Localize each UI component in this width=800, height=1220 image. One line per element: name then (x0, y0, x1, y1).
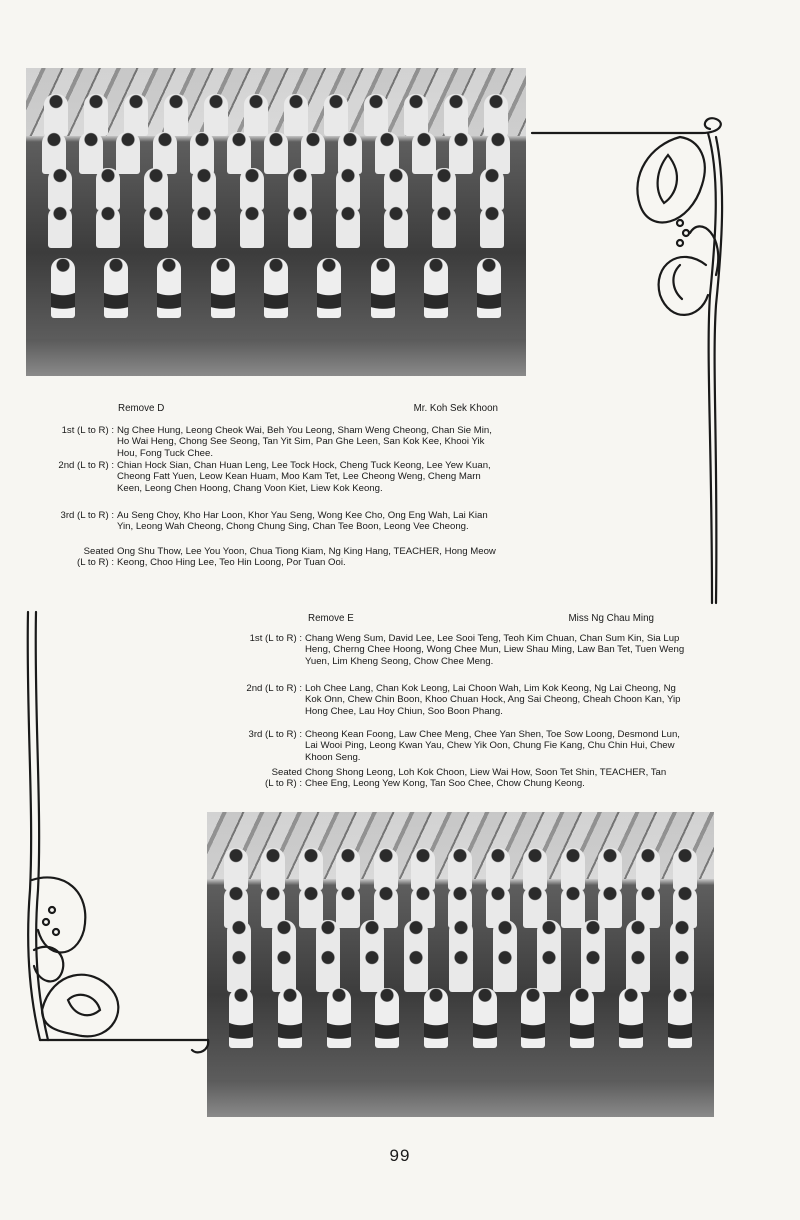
row-label: 1st (L to R) : (61, 425, 114, 436)
student-figure (240, 168, 264, 210)
row-names: Chang Weng Sum, David Lee, Lee Sooi Teng, Teoh Kim Chuan, Chan Sum Kin, Sia Lup Heng, Cherng Chee Hoong, Wong Chee Mun, Liew Shau Ming, Law Ban Tet, Tuen Weng Yuen, Lim Kheng Seong, Chow Chee Meng. (305, 633, 685, 667)
student-figure (432, 206, 456, 248)
row-label: Seated (L to R) : (77, 546, 114, 569)
student-figure (480, 168, 504, 210)
student-figure (444, 94, 468, 136)
student-figure (598, 848, 622, 890)
student-figure (336, 206, 360, 248)
student-figure (404, 950, 428, 992)
student-figure (673, 848, 697, 890)
photo-row (36, 206, 516, 248)
student-figure (375, 988, 399, 1048)
floral-ornament-top-right (530, 115, 730, 610)
photo-row-seated (36, 258, 516, 318)
student-figure (570, 988, 594, 1048)
photo-floor (26, 339, 526, 376)
student-figure (84, 94, 108, 136)
row-caption (40, 460, 501, 494)
class-name-remove-d: Remove D (118, 403, 165, 414)
photo-row (217, 848, 704, 890)
student-figure (104, 258, 128, 318)
student-figure (144, 206, 168, 248)
student-figure (411, 848, 435, 890)
student-figure (473, 988, 497, 1048)
student-figure (670, 950, 694, 992)
student-figure (299, 848, 323, 890)
student-figure (204, 94, 228, 136)
row-label: 2nd (L to R) : (246, 683, 302, 694)
photo-row (36, 94, 516, 136)
photo-row (217, 950, 704, 992)
photo-floor (207, 1080, 714, 1117)
student-figure (537, 950, 561, 992)
class-name-remove-e: Remove E (308, 613, 354, 624)
student-figure (244, 94, 268, 136)
student-figure (636, 848, 660, 890)
student-figure (626, 950, 650, 992)
student-figure (432, 168, 456, 210)
row-names: Ong Shu Thow, Lee You Yoon, Chua Tiong Kiam, Ng King Hang, TEACHER, Hong Meow Keong, Choo Hing Lee, Teo Hin Loong, Por Tuan Ooi. (117, 546, 496, 569)
student-figure (264, 258, 288, 318)
student-figure (327, 988, 351, 1048)
student-figure (96, 168, 120, 210)
student-figure (360, 950, 384, 992)
row-caption (216, 683, 691, 717)
student-figure (278, 988, 302, 1048)
row-caption (216, 633, 691, 667)
photo-row-seated (217, 988, 704, 1048)
student-figure (477, 258, 501, 318)
student-figure (523, 848, 547, 890)
class-photo-remove-e (207, 812, 714, 1117)
student-figure (316, 950, 340, 992)
student-figure (211, 258, 235, 318)
student-figure (371, 258, 395, 318)
student-figure (227, 950, 251, 992)
student-figure (48, 206, 72, 248)
student-figure (493, 950, 517, 992)
student-figure (561, 848, 585, 890)
class-photo-remove-d (26, 68, 526, 376)
student-figure (240, 206, 264, 248)
teacher-name-remove-e: Miss Ng Chau Ming (568, 613, 654, 624)
teacher-name-remove-d: Mr. Koh Sek Khoon (413, 403, 498, 414)
student-figure (288, 206, 312, 248)
student-figure (336, 848, 360, 890)
student-figure (144, 168, 168, 210)
student-figure (384, 168, 408, 210)
student-figure (449, 950, 473, 992)
student-figure (288, 168, 312, 210)
student-figure (229, 988, 253, 1048)
row-caption (40, 510, 501, 533)
student-figure (480, 206, 504, 248)
student-figure (224, 848, 248, 890)
student-figure (317, 258, 341, 318)
student-figure (668, 988, 692, 1048)
student-figure (51, 258, 75, 318)
student-figure (448, 848, 472, 890)
row-label: 2nd (L to R) : (58, 460, 114, 471)
student-figure (486, 848, 510, 890)
row-names: Au Seng Choy, Kho Har Loon, Khor Yau Seng, Wong Kee Cho, Ong Eng Wah, Lai Kian Yin, Leong Wah Cheong, Chong Chung Sing, Chan Tee Boon, Leong Vee Cheong. (117, 510, 488, 533)
student-figure (324, 94, 348, 136)
student-figure (619, 988, 643, 1048)
row-names: Ng Chee Hung, Leong Cheok Wai, Beh You Leong, Sham Weng Cheong, Chan Sie Min, Ho Wai Heng, Chong See Seong, Tan Yit Sim, Pan Ghe Leen, San Kok Kee, Khooi Yik Hou, Fong Tuck Chee. (117, 425, 492, 459)
row-names: Chian Hock Sian, Chan Huan Leng, Lee Tock Hock, Cheng Tuck Keong, Lee Yew Kuan, Cheong Fatt Yuen, Leow Kean Huam, Moo Kam Tet, Lee Cheong Weng, Cheng Marn Keen, Leong Chen Hoong, Chang Voon Kiet, Liew Kok Keong. (117, 460, 491, 494)
photo-row (36, 168, 516, 210)
row-label: 3rd (L to R) : (60, 510, 114, 521)
student-figure (424, 258, 448, 318)
student-figure (374, 848, 398, 890)
student-figure (336, 168, 360, 210)
student-figure (192, 206, 216, 248)
student-figure (424, 988, 448, 1048)
student-figure (164, 94, 188, 136)
student-figure (581, 950, 605, 992)
row-label: 3rd (L to R) : (248, 729, 302, 740)
student-figure (192, 168, 216, 210)
student-figure (284, 94, 308, 136)
row-names: Chong Shong Leong, Loh Kok Choon, Liew Wai How, Soon Tet Shin, TEACHER, Tan Chee Eng, Leong Yew Kong, Tan Soo Chee, Chow Chung Keong. (305, 767, 667, 790)
student-figure (384, 206, 408, 248)
row-names: Loh Chee Lang, Chan Kok Leong, Lai Choon Wah, Lim Kok Keong, Ng Lai Cheong, Ng Kok Onn, Chew Chin Boon, Khoo Chuan Hock, Ang Sai Cheong, Cheah Choon Kan, Yip Hong Chee, Lau Hoy Chiun, Soo Boon Phang. (305, 683, 681, 717)
row-label: 1st (L to R) : (249, 633, 302, 644)
row-caption (40, 546, 501, 569)
student-figure (261, 848, 285, 890)
student-figure (44, 94, 68, 136)
student-figure (404, 94, 428, 136)
floral-ornament-bottom-left (12, 610, 212, 1060)
row-names: Cheong Kean Foong, Law Chee Meng, Chee Yan Shen, Toe Sow Loong, Desmond Lun, Lai Wooi Ping, Leong Kwan Yau, Chew Yik Oon, Chung Fie Kang, Chu Chin Hui, Chew Khoon Seng. (305, 729, 680, 763)
page-number: 99 (389, 1146, 411, 1165)
row-caption (40, 425, 501, 459)
student-figure (272, 950, 296, 992)
student-figure (96, 206, 120, 248)
row-caption (216, 729, 691, 763)
student-figure (521, 988, 545, 1048)
student-figure (48, 168, 72, 210)
student-figure (124, 94, 148, 136)
student-figure (484, 94, 508, 136)
row-label: Seated (L to R) : (265, 767, 302, 790)
row-caption (216, 767, 691, 790)
student-figure (364, 94, 388, 136)
student-figure (157, 258, 181, 318)
